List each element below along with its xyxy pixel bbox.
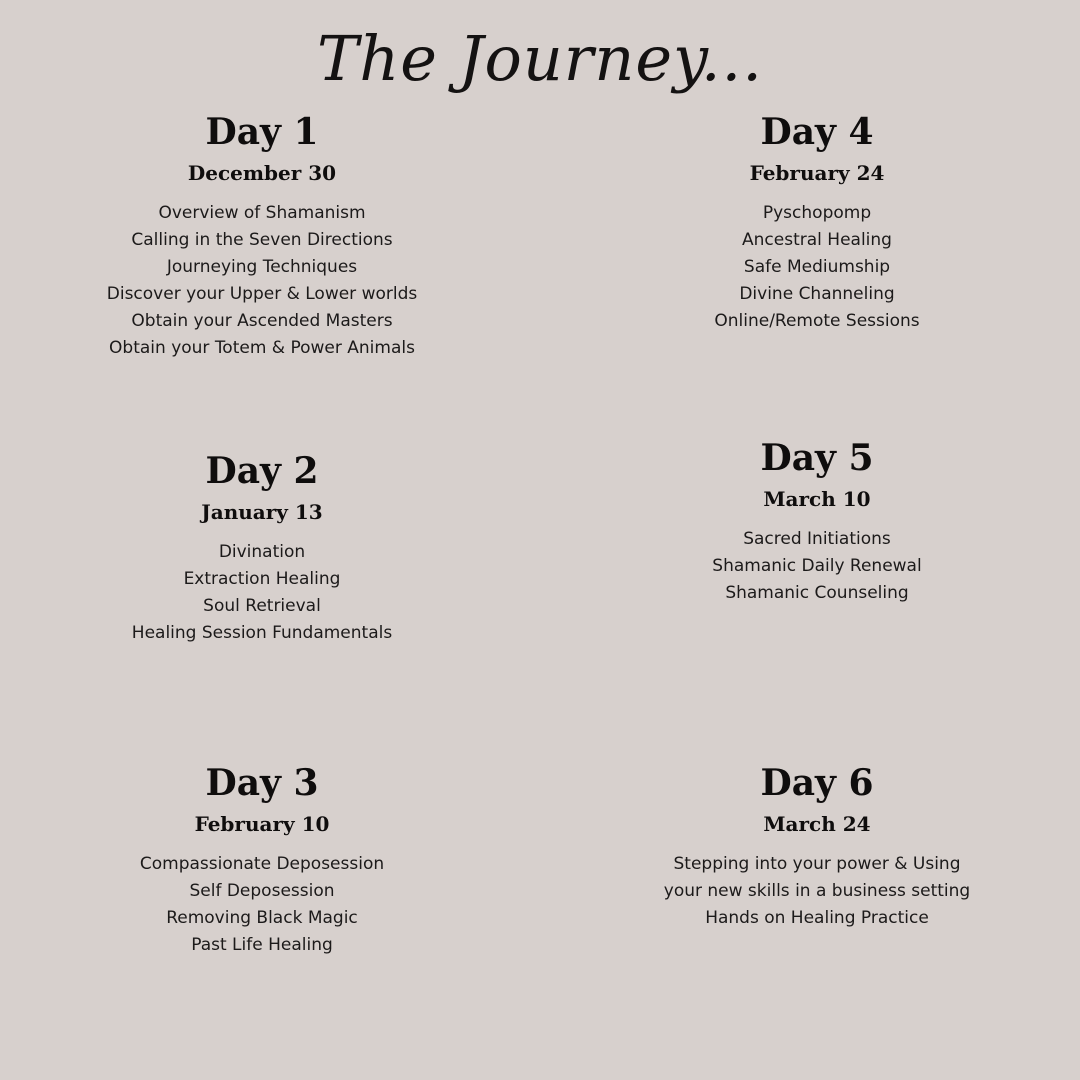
topic-item: Online/Remote Sessions [714,311,920,331]
page-title: The Journey... [317,22,763,95]
day-4-section [607,112,1027,351]
topic-item: Obtain your Ascended Masters [131,311,393,331]
topic-list [52,200,472,362]
day-2-section [52,451,472,663]
day-5-section [607,438,1027,623]
day-heading: Day 4 [760,111,874,153]
topic-item: Discover your Upper & Lower worlds [106,284,418,304]
topic-item: Past Life Healing [191,935,333,955]
topic-item: Hands on Healing Practice [705,908,929,928]
topic-item: Calling in the Seven Directions [131,230,393,250]
day-date: March 24 [763,812,871,836]
topic-item: Compassionate Deposession [139,854,385,874]
day-heading: Day 6 [760,762,874,804]
topic-item: Healing Session Fundamentals [131,623,393,643]
topic-item: Obtain your Totem & Power Animals [109,338,415,358]
topic-item: Removing Black Magic [166,908,358,928]
topic-item: Shamanic Daily Renewal [712,556,922,576]
day-date: January 13 [201,500,323,524]
topic-item: Soul Retrieval [203,596,321,616]
day-heading: Day 2 [205,450,319,492]
day-date: February 24 [749,161,885,185]
topic-item: Ancestral Healing [742,230,892,250]
day-date: December 30 [187,161,337,185]
topic-item: Overview of Shamanism [158,203,366,223]
topic-item: your new skills in a business setting [663,881,971,901]
day-date: March 10 [763,487,871,511]
day-6-section [607,763,1027,948]
topic-item: Sacred Initiations [743,529,891,549]
day-1-section [52,112,472,378]
topic-list [607,200,1027,335]
topic-item: Shamanic Counseling [725,583,909,603]
topic-list [52,851,472,959]
topic-item: Self Deposession [189,881,335,901]
topic-item: Divine Channeling [739,284,895,304]
topic-item: Extraction Healing [183,569,341,589]
day-3-section [52,763,472,975]
topic-list [52,539,472,647]
topic-list [607,851,1027,932]
day-heading: Day 3 [205,762,319,804]
topic-item: Stepping into your power & Using [673,854,961,874]
topic-item: Journeying Techniques [166,257,358,277]
topic-item: Divination [218,542,306,562]
day-heading: Day 1 [205,111,319,153]
day-heading: Day 5 [760,437,874,479]
topic-item: Safe Mediumship [743,257,891,277]
topic-list [607,526,1027,607]
day-date: February 10 [194,812,330,836]
topic-item: Pyschopomp [762,203,872,223]
